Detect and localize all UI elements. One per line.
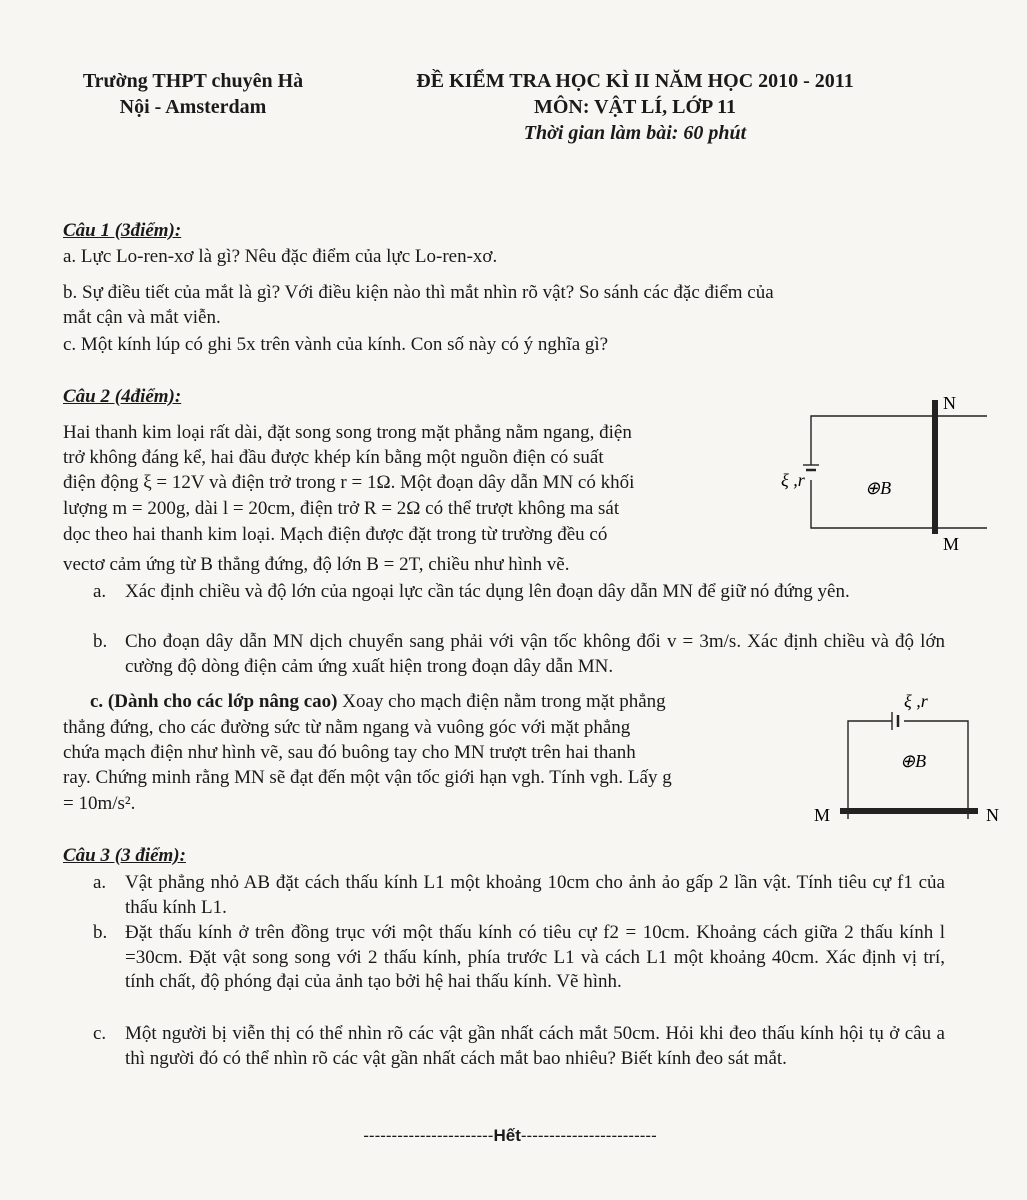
q2-b-label: b.: [93, 631, 108, 652]
q2-title: Câu 2 (4điểm):: [63, 386, 182, 407]
exam-heading: [370, 68, 900, 146]
exam-title: ĐỀ KIỂM TRA HỌC KÌ II NĂM HỌC 2010 - 2011: [416, 70, 854, 92]
q2-para-line5: dọc theo hai thanh kim loại. Mạch điện được đặt trong từ trường đều có: [63, 524, 608, 545]
q2-para-line4: lượng m = 200g, dài l = 20cm, điện trở R = 2Ω có thể trượt không ma sát: [63, 498, 620, 519]
label-m: M: [943, 534, 960, 553]
q2-para-line6: vectơ cảm ứng từ B thẳng đứng, độ lớn B = 2T, chiều như hình vẽ.: [63, 554, 570, 575]
circuit-diagram-vertical: [808, 683, 1008, 833]
q1-part-a: a. Lực Lo-ren-xơ là gì? Nêu đặc điểm của lực Lo-ren-xơ.: [63, 246, 498, 267]
q1-part-b-line2: mắt cận và mắt viễn.: [63, 307, 221, 328]
q2-part-c-line1: [90, 690, 666, 714]
q3-part-a: Vật phẳng nhỏ AB đặt cách thấu kính L1 một khoảng 10cm cho ảnh ảo gấp 2 lần vật. Tính tiêu cự f1 của thấu kính L1.: [125, 872, 945, 918]
q2-part-a: Xác định chiều và độ lớn của ngoại lực cần tác dụng lên đoạn dây dẫn MN để giữ nó đứng yên.: [125, 581, 850, 602]
top-rail: [811, 416, 987, 465]
q3-part-b: Đặt thấu kính ở trên đồng trục với một thấu kính có tiêu cự f2 = 10cm. Khoảng cách giữa 2 thấu kính l =30cm. Đặt vật song song với 2 thấu kính, phía trước L1 và cách L1 một khoảng 40cm. Xác định vị trí, tính chất, độ phóng đại của ảnh tạo bởi hệ hai thấu kính. Vẽ hình.: [125, 922, 945, 992]
q2-part-c-line5: = 10m/s².: [63, 793, 136, 814]
label-n: N: [986, 805, 999, 825]
footer-dashes-left: -----------------------: [363, 1126, 494, 1145]
q2-part-c-text: Xoay cho mạch điện nằm trong mặt phẳng: [337, 691, 666, 712]
q2-part-c-line2: thẳng đứng, cho các đường sức từ nằm ngang và vuông góc với mặt phẳng: [63, 717, 631, 738]
q3-a-label: a.: [93, 872, 107, 893]
label-source: ξ ,r: [904, 691, 928, 711]
end-marker: [320, 1126, 700, 1146]
q2-para-line2: trở không đáng kể, hai đầu được khép kín bằng một nguồn điện có suất: [63, 447, 604, 468]
label-m: M: [814, 805, 831, 825]
q1-part-c: c. Một kính lúp có ghi 5x trên vành của kính. Con số này có ý nghĩa gì?: [63, 334, 609, 355]
school-line-2: Nội - Amsterdam: [119, 96, 267, 118]
q2-para-line1: Hai thanh kim loại rất dài, đặt song song trong mặt phẳng nằm ngang, điện: [63, 422, 632, 443]
circuit-diagram-horizontal: [775, 388, 995, 553]
q3-b-label: b.: [93, 922, 108, 943]
q3-title: Câu 3 (3 điểm):: [63, 845, 186, 866]
school-name: [58, 68, 328, 120]
footer-end-text: Hết: [493, 1126, 521, 1145]
label-field: ⊕B: [865, 478, 892, 498]
q2-part-c-bold: c. (Dành cho các lớp nâng cao): [90, 691, 338, 712]
exam-subject: MÔN: VẬT LÍ, LỚP 11: [533, 96, 737, 118]
q3-part-c: Một người bị viễn thị có thể nhìn rõ các vật gần nhất cách mắt 50cm. Hỏi khi đeo thấu kính hội tụ ở câu a thì người đó có thể nhìn rõ các vật gần nhất cách mắt bao nhiêu? Biết kính đeo sát mắt.: [125, 1023, 945, 1069]
label-source: ξ ,r: [781, 470, 805, 490]
school-line-1: Trường THPT chuyên Hà: [82, 70, 304, 92]
q2-para-line3: điện động ξ = 12V và điện trở trong r = 1Ω. Một đoạn dây dẫn MN có khối: [63, 472, 635, 493]
exam-time: Thời gian làm bài: 60 phút: [523, 122, 747, 144]
q1-title: Câu 1 (3điểm):: [63, 220, 182, 241]
q2-a-label: a.: [93, 581, 107, 602]
label-field: ⊕B: [900, 751, 927, 771]
bottom-rail: [811, 480, 987, 528]
q3-c-label: c.: [93, 1023, 107, 1044]
q1-part-b-line1: b. Sự điều tiết của mắt là gì? Với điều kiện nào thì mắt nhìn rõ vật? So sánh các đặc điểm của: [63, 282, 774, 303]
footer-dashes-right: ------------------------: [520, 1126, 657, 1145]
q2-part-c-line4: ray. Chứng minh rằng MN sẽ đạt đến một vận tốc giới hạn vgh. Tính vgh. Lấy g: [63, 767, 672, 788]
left-rail: [848, 721, 892, 819]
label-n: N: [943, 393, 956, 413]
q2-part-c-line3: chứa mạch điện như hình vẽ, sau đó buông tay cho MN trượt trên hai thanh: [63, 742, 636, 763]
q2-part-b: Cho đoạn dây dẫn MN dịch chuyển sang phải với vận tốc không đổi v = 3m/s. Xác định chiều và độ lớn cường độ dòng điện cảm ứng xuất hiện trong đoạn dây dẫn MN.: [125, 631, 945, 677]
